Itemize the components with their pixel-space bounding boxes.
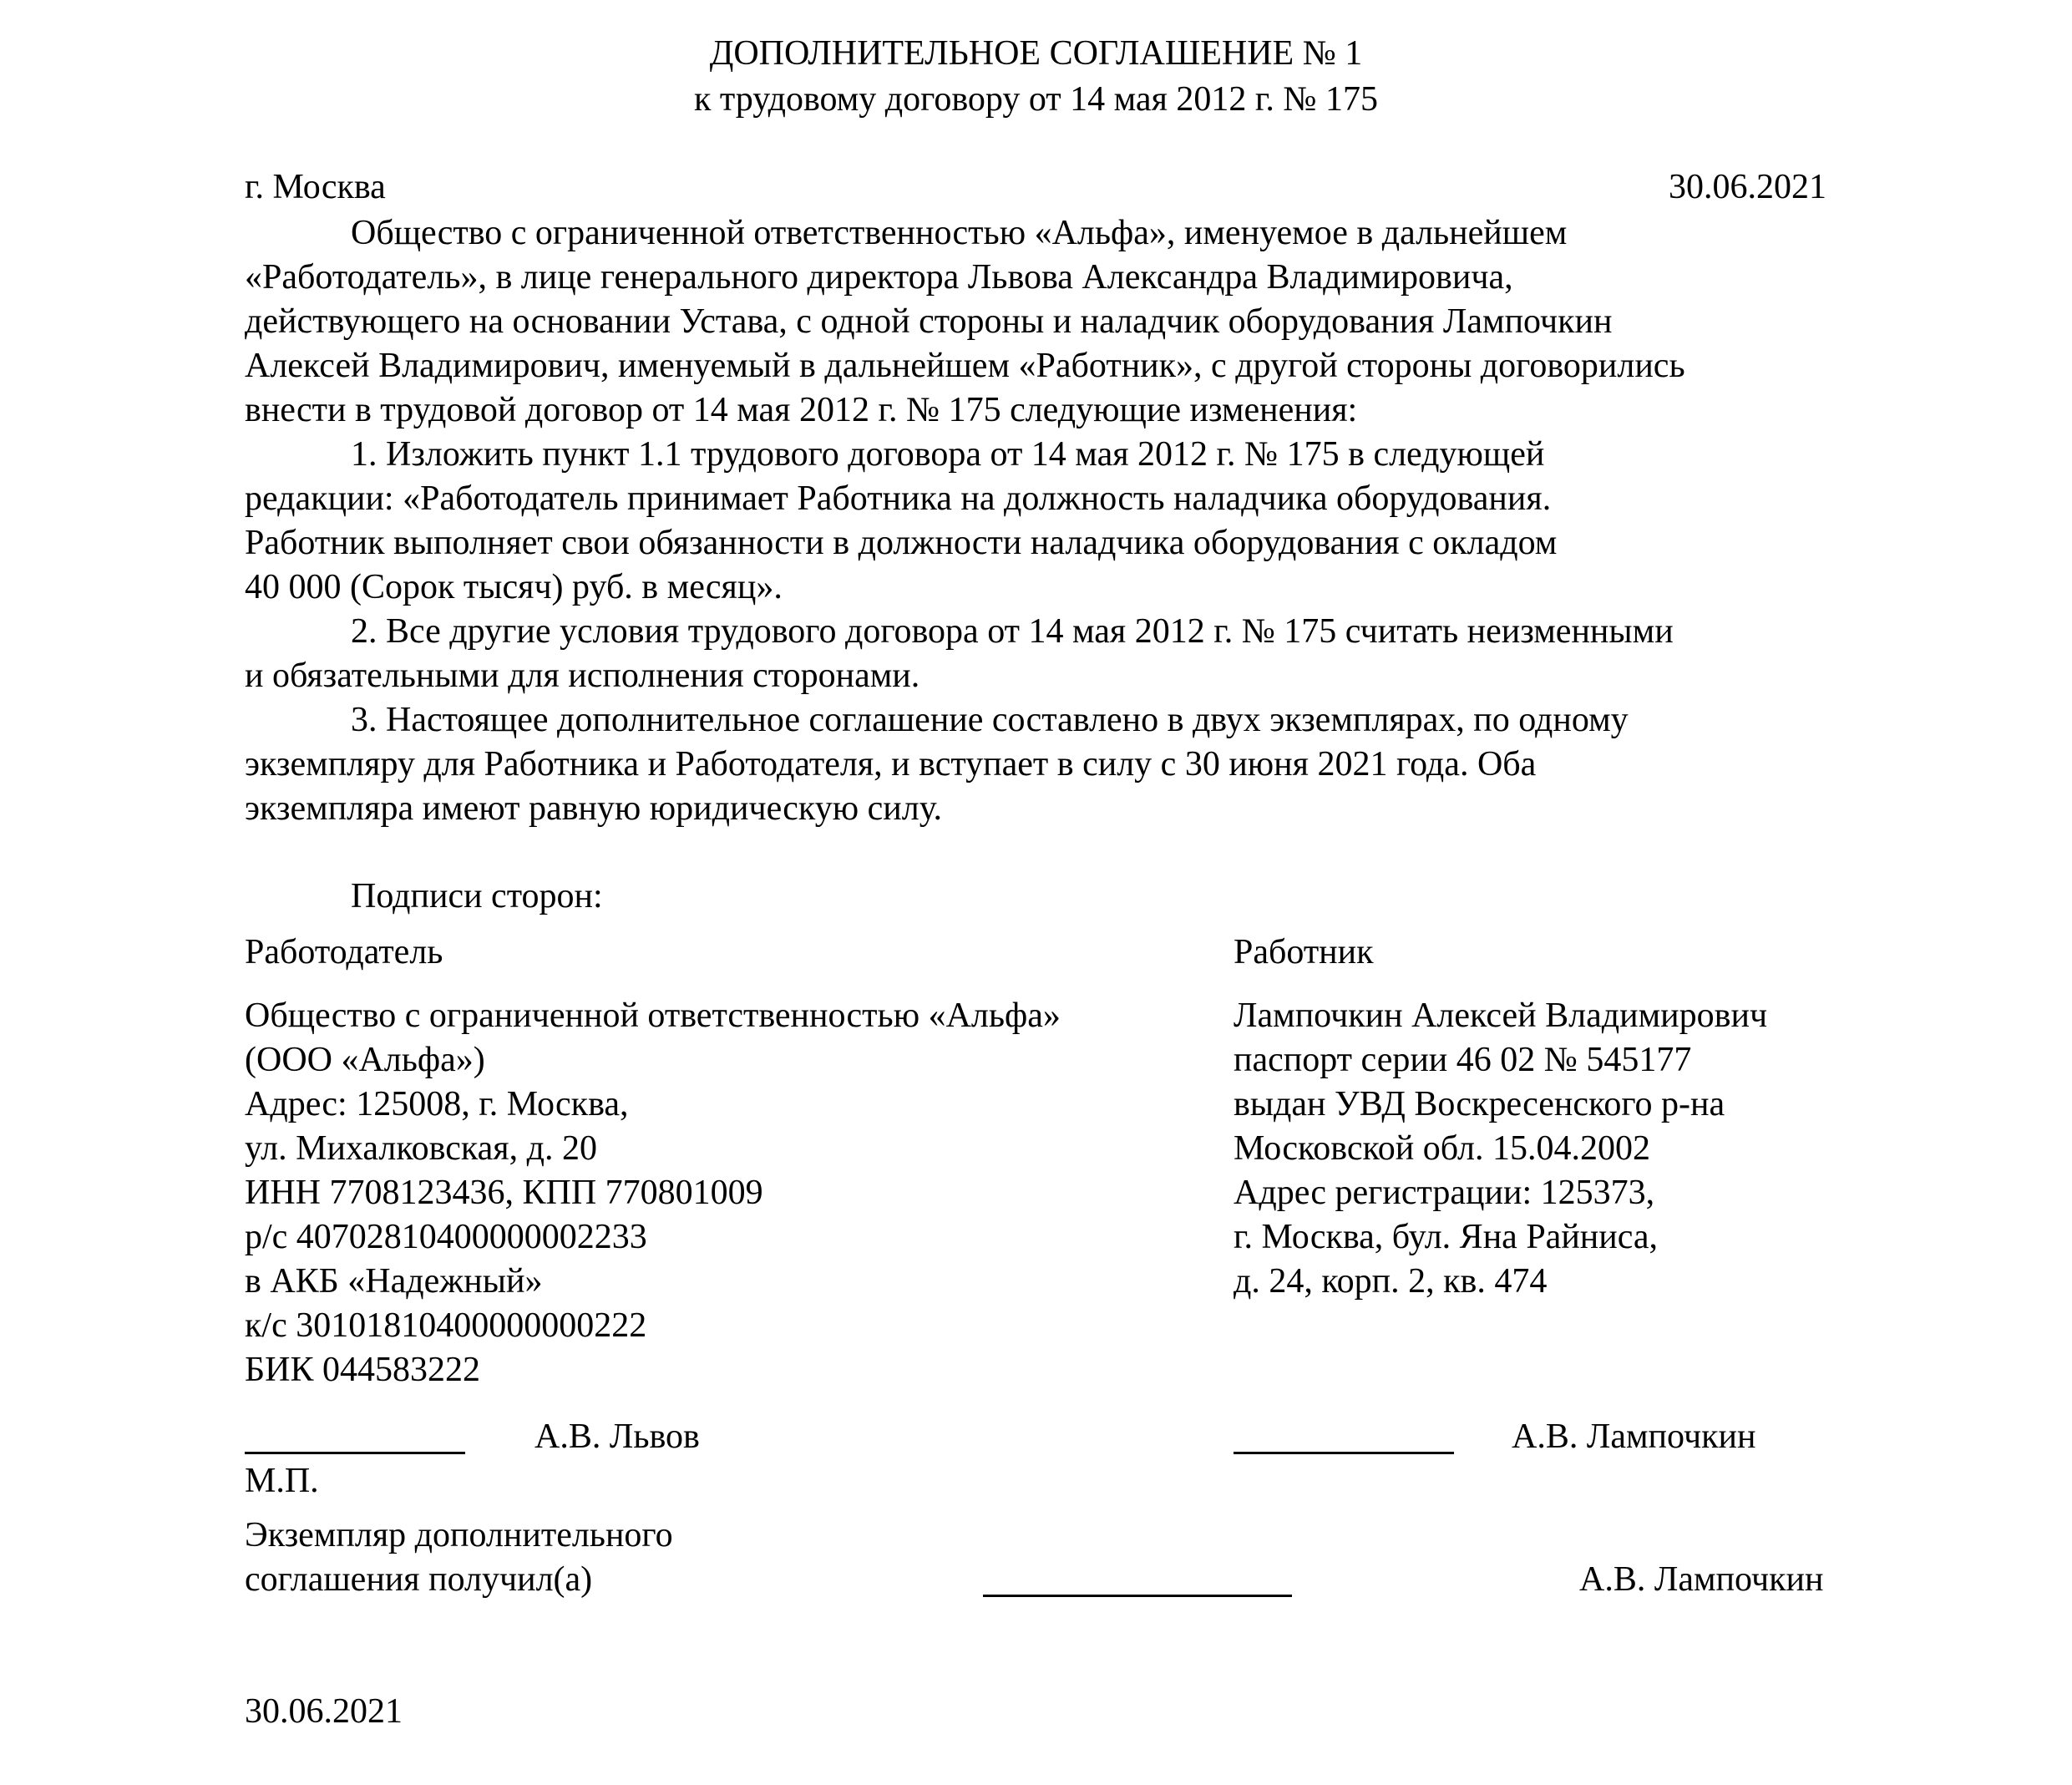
clause-line: 40 000 (Сорок тысяч) руб. в месяц». xyxy=(245,568,783,606)
employer-detail-line: р/с 40702810400000002233 xyxy=(245,1218,647,1256)
clause-line: 2. Все другие условия трудового договора от 14 мая 2012 г. № 175 считать неизменными xyxy=(351,612,1674,651)
stamp-place-label: М.П. xyxy=(245,1462,319,1500)
clause-line: Работник выполняет свои обязанности в должности наладчика оборудования с окладом xyxy=(245,524,1558,562)
employee-detail-line: выдан УВД Воскресенского р-на xyxy=(1234,1085,1725,1123)
employee-detail-line: г. Москва, бул. Яна Райниса, xyxy=(1234,1218,1659,1256)
receipt-signer-name: А.В. Лампочкин xyxy=(1579,1560,1824,1599)
employer-detail-line: Общество с ограниченной ответственностью «Альфа» xyxy=(245,996,1061,1035)
preamble-line: «Работодатель», в лице генерального директора Львова Александра Владимировича, xyxy=(245,258,1513,297)
clause-line: 1. Изложить пункт 1.1 трудового договора от 14 мая 2012 г. № 175 в следующей xyxy=(351,435,1545,474)
employer-detail-line: (ООО «Альфа») xyxy=(245,1041,485,1079)
preamble-line: действующего на основании Устава, с одной стороны и наладчик оборудования Лампочкин xyxy=(245,302,1613,341)
receipt-signature-line xyxy=(983,1595,1292,1597)
employer-detail-line: ул. Михалковская, д. 20 xyxy=(245,1129,597,1168)
employer-signature-line xyxy=(245,1452,465,1454)
employee-detail-line: Московской обл. 15.04.2002 xyxy=(1234,1129,1651,1168)
preamble-line: Алексей Владимирович, именуемый в дальнейшем «Работник», с другой стороны договорились xyxy=(245,347,1685,385)
employer-detail-line: в АКБ «Надежный» xyxy=(245,1262,543,1301)
receipt-line: Экземпляр дополнительного xyxy=(245,1516,673,1554)
signatures-heading: Подписи сторон: xyxy=(351,877,603,915)
employer-detail-line: ИНН 7708123436, КПП 770801009 xyxy=(245,1174,763,1212)
employee-detail-line: Адрес регистрации: 125373, xyxy=(1234,1174,1655,1212)
employer-signer-name: А.В. Львов xyxy=(534,1417,700,1456)
employee-label: Работник xyxy=(1234,933,1374,971)
document-title: ДОПОЛНИТЕЛЬНОЕ СОГЛАШЕНИЕ № 1 xyxy=(709,34,1363,73)
receipt-date: 30.06.2021 xyxy=(245,1692,403,1731)
employer-label: Работодатель xyxy=(245,933,443,971)
employee-detail-line: д. 24, корп. 2, кв. 474 xyxy=(1234,1262,1548,1301)
city: г. Москва xyxy=(245,168,386,206)
clause-line: редакции: «Работодатель принимает Работника на должность наладчика оборудования. xyxy=(245,479,1552,518)
employee-signature-line xyxy=(1234,1452,1454,1454)
employee-detail-line: паспорт серии 46 02 № 545177 xyxy=(1234,1041,1692,1079)
preamble-line: Общество с ограниченной ответственностью «Альфа», именуемое в дальнейшем xyxy=(351,214,1568,252)
clause-line: экземпляра имеют равную юридическую силу. xyxy=(245,789,942,828)
employer-detail-line: к/с 30101810400000000222 xyxy=(245,1306,647,1345)
receipt-line: соглашения получил(а) xyxy=(245,1560,593,1599)
employee-detail-line: Лампочкин Алексей Владимирович xyxy=(1234,996,1768,1035)
clause-line: и обязательными для исполнения сторонами. xyxy=(245,657,920,695)
clause-line: экземпляру для Работника и Работодателя, и вступает в силу с 30 июня 2021 года. Оба xyxy=(245,745,1537,783)
employer-detail-line: Адрес: 125008, г. Москва, xyxy=(245,1085,629,1123)
clause-line: 3. Настоящее дополнительное соглашение составлено в двух экземплярах, по одному xyxy=(351,701,1629,739)
document-date: 30.06.2021 xyxy=(1669,168,1826,206)
preamble-line: внести в трудовой договор от 14 мая 2012 г. № 175 следующие изменения: xyxy=(245,391,1358,429)
employee-signer-name: А.В. Лампочкин xyxy=(1512,1417,1756,1456)
document-subtitle: к трудовому договору от 14 мая 2012 г. № 175 xyxy=(694,80,1378,119)
employer-detail-line: БИК 044583222 xyxy=(245,1351,480,1389)
